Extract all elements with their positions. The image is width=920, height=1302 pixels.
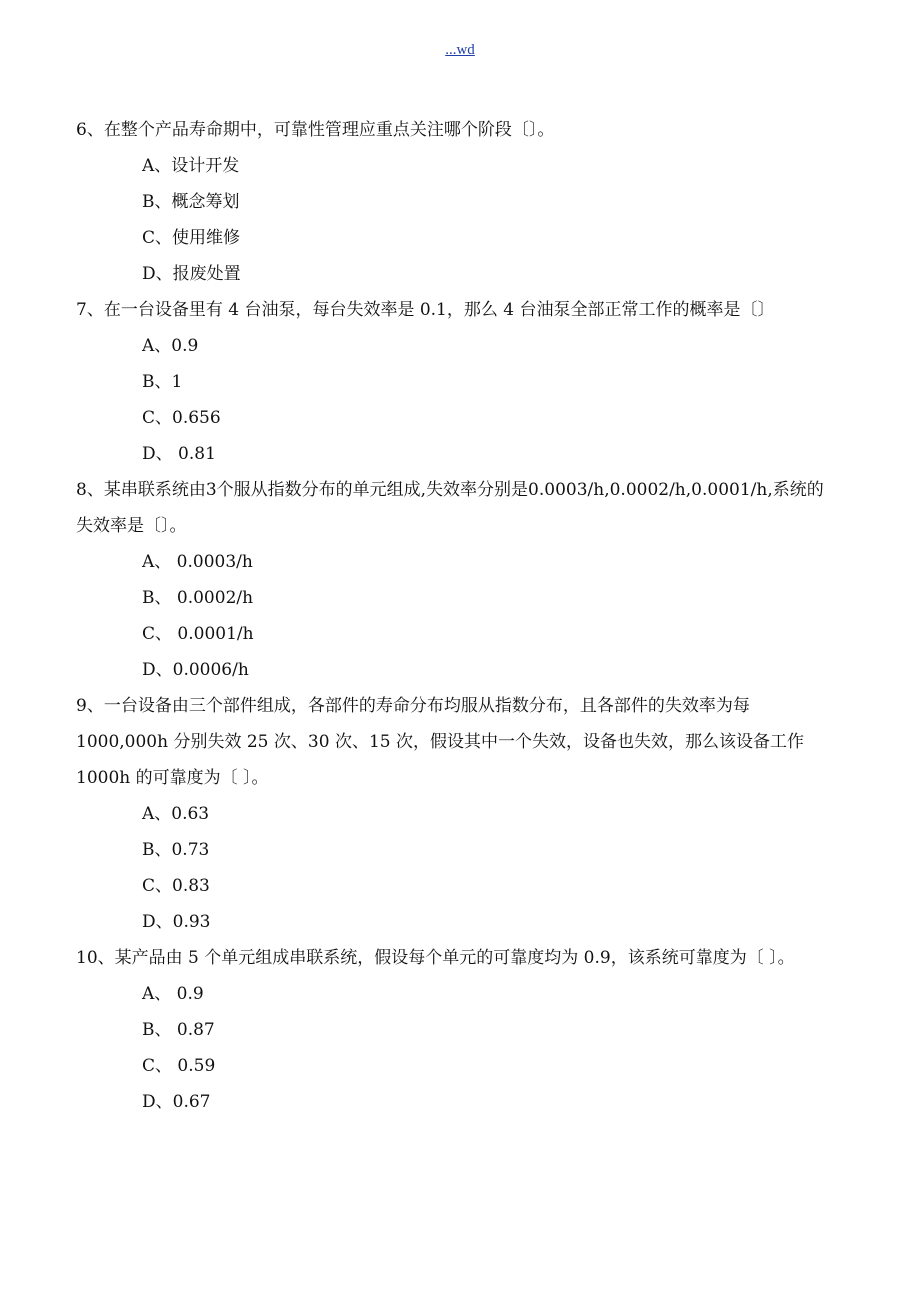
question-text: 8、某串联系统由3个服从指数分布的单元组成,失效率分别是0.0003/h,0.0002/h,0.0001/h,系统的失效率是〔〕。: [76, 480, 824, 536]
option-d: D、0.67: [142, 1092, 211, 1112]
option-d: D、0.0006/h: [142, 660, 249, 680]
option-c: C、 0.0001/h: [142, 624, 254, 644]
question-text: 10、某产品由 5 个单元组成串联系统，假设每个单元的可靠度均为 0.9，该系统可靠度为〔 〕。: [76, 948, 795, 968]
option-a: A、0.9: [142, 336, 199, 356]
question-8: [76, 472, 836, 688]
option-b: B、 0.87: [142, 1020, 215, 1040]
option-b: B、概念筹划: [142, 192, 240, 212]
question-list: [76, 112, 836, 1120]
option-b: B、0.73: [142, 840, 210, 860]
option-a: A、设计开发: [142, 156, 240, 176]
option-a: A、0.63: [142, 804, 210, 824]
option-a: A、 0.9: [142, 984, 204, 1004]
question-7: [76, 292, 836, 472]
page-header: ...wd: [445, 42, 475, 58]
option-c: C、0.656: [142, 408, 221, 428]
option-a: A、 0.0003/h: [142, 552, 253, 572]
option-b: B、1: [142, 372, 183, 392]
question-text: 7、在一台设备里有 4 台油泵，每台失效率是 0.1，那么 4 台油泵全部正常工作的概率是〔〕: [76, 300, 775, 320]
option-b: B、 0.0002/h: [142, 588, 254, 608]
option-c: C、使用维修: [142, 228, 241, 248]
option-c: C、0.83: [142, 876, 210, 896]
question-6: [76, 112, 836, 292]
option-c: C、 0.59: [142, 1056, 216, 1076]
option-d: D、0.93: [142, 912, 211, 932]
question-9: [76, 688, 836, 940]
option-d: D、报废处置: [142, 264, 241, 284]
option-d: D、 0.81: [142, 444, 216, 464]
question-text: 6、在整个产品寿命期中，可靠性管理应重点关注哪个阶段〔〕。: [76, 120, 555, 140]
question-10: [76, 940, 836, 1120]
question-text: 9、一台设备由三个部件组成，各部件的寿命分布均服从指数分布，且各部件的失效率为每1000,000h 分别失效 25 次、30 次、15 次，假设其中一个失效，设备也失效，那么该设备工作 1000h 的可靠度为〔 〕。: [76, 696, 810, 788]
